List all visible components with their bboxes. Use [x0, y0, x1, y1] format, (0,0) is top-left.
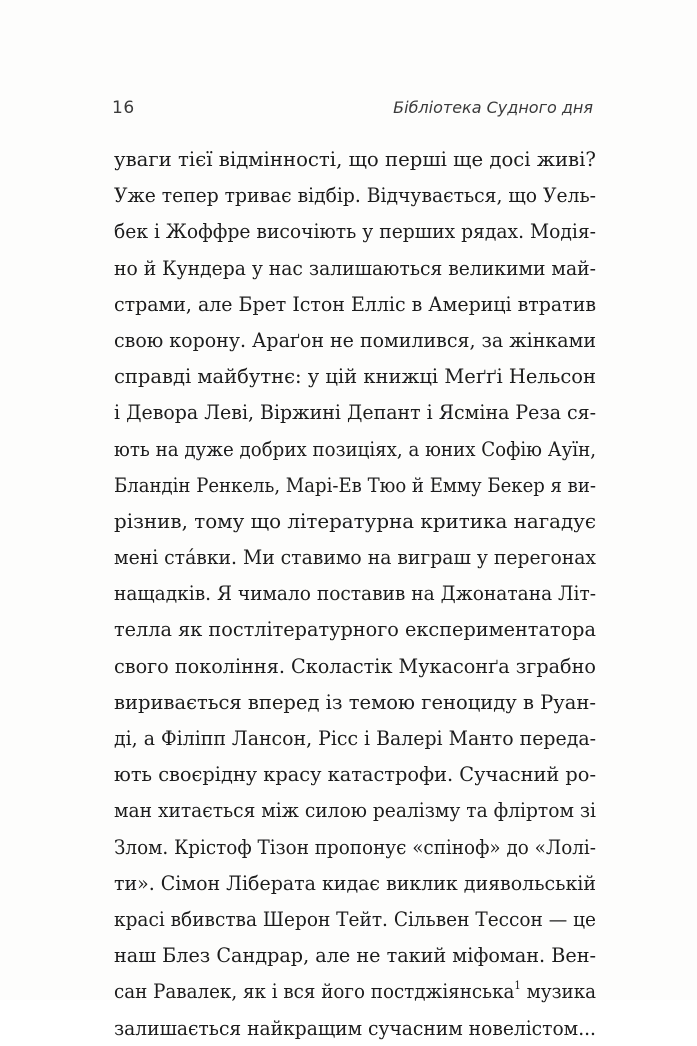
text-line: но й Кундера у нас залишаються великими май- [114, 255, 596, 280]
text-line: Злом. Крістоф Тізон пропонує «спіноф» до «Лолі- [114, 834, 596, 859]
text-line: свого покоління. Сколастік Мукасонґа зграбно [114, 653, 596, 678]
text-line: ді, а Філіпп Лансон, Рісс і Валері Манто переда- [114, 726, 596, 750]
text-line: сан Равалек, як і вся його постджіянська$^1$ музика [114, 979, 597, 1004]
text-line: наш Блез Сандрар, але не такий міфоман. Вен- [114, 943, 596, 968]
body-text [114, 141, 596, 1046]
text-line: красі вбивства Шерон Тейт. Сільвен Тессон — це [114, 906, 596, 931]
text-line: свою корону. Араґон не помилився, за жінками [114, 327, 596, 352]
text-line: ють на дуже добрих позиціях, а юних Софію Ауїн, [114, 436, 597, 461]
text-line: уваги тієї відмінності, що перші ще досі живі? [114, 147, 596, 171]
text-line: залишається найкращим сучасним новелістом... [114, 1015, 596, 1040]
page-number: 16 [112, 98, 135, 118]
text-line: різнив, тому що літературна критика нагадує [114, 508, 596, 533]
text-line: виривається вперед із темою геноциду в Руан- [114, 689, 597, 714]
text-line: ють своєрідну красу катастрофи. Сучасний ро- [114, 762, 596, 787]
text-line: справді майбутнє: у цій книжці Меґґі Нельсон [114, 364, 596, 389]
text-line: ман хитається між силою реалізму та фліртом зі [114, 798, 597, 823]
text-line: страми, але Брет Істон Елліс в Америці втратив [114, 291, 597, 316]
footnote-marker[interactable]: 1 [514, 979, 521, 993]
text-line: нащадків. Я чимало поставив на Джонатана Літ- [114, 581, 597, 606]
text-line: ти». Сімон Ліберата кидає виклик диявольській [114, 870, 597, 895]
text-line: Уже тепер триває відбір. Відчувається, що Уель- [114, 183, 596, 208]
text-line: бек і Жоффре височіють у перших рядах. Модія- [114, 219, 596, 244]
text-line: мені стáвки. Ми ставимо на виграш у перегонах [114, 545, 597, 570]
page-header [112, 98, 593, 126]
text-line: Бландін Ренкель, Марі-Ев Тюо й Емму Бекер я ви- [114, 472, 596, 497]
text-line: телла як постлітературного експериментатора [114, 617, 596, 642]
running-title: Бібліотека Судного дня [393, 98, 593, 117]
text-line: і Девора Леві, Віржині Депант і Ясміна Реза ся- [114, 400, 597, 425]
